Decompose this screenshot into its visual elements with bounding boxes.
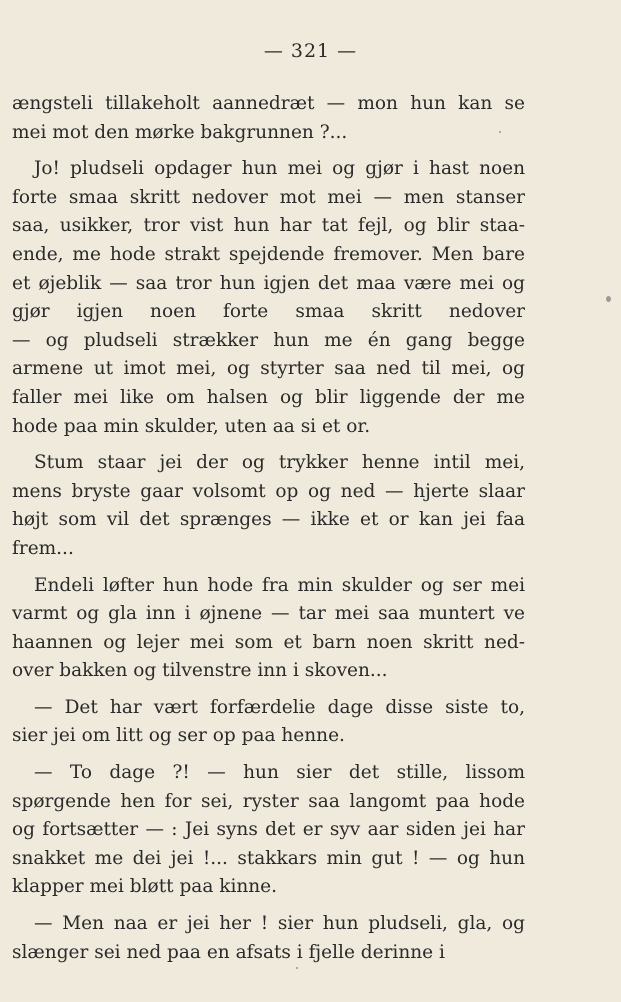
text-line: mei mot den mørke bakgrunnen ?... [12, 121, 348, 143]
body-text [12, 90, 525, 975]
text-line: spørgende hen for sei, ryster saa langomt paa hode [12, 790, 525, 812]
text-line: gjør igjen noen forte smaa skritt nedover [12, 301, 525, 323]
text-line: ængsteli tillakeholt aannedræt — mon hun kan se [12, 93, 525, 114]
text-line: over bakken og tilvenstre inn i skoven... [12, 660, 388, 682]
text-line: forte smaa skritt nedover mot mei — men stanser [12, 186, 525, 208]
paragraph [12, 759, 525, 902]
text-line: — To dage ?! — hun sier det stille, lissom [34, 762, 525, 784]
text-line: — Men naa er jei her ! sier hun pludseli, gla, og [34, 913, 525, 935]
text-line: haannen og lejer mei som et barn noen skritt ned- [12, 631, 525, 653]
paragraph [12, 694, 525, 751]
text-line: slænger sei ned paa en afsats i fjelle derinne i [12, 941, 445, 963]
text-line: Jo! pludseli opdager hun mei og gjør i hast noen [34, 158, 525, 180]
paper-speck [499, 131, 501, 133]
text-line: frem... [12, 537, 74, 559]
paper-speck [296, 967, 298, 969]
text-line: varmt og gla inn i øjnene — tar mei saa muntert ve [12, 603, 525, 625]
text-line: højt som vil det sprænges — ikke et or kan jei faa [12, 509, 525, 531]
text-line: saa, usikker, tror vist hun har tat fejl, og blir staa- [12, 215, 525, 237]
text-line: og fortsætter — : Jei syns det er syv aar siden jei har [12, 819, 525, 841]
text-line: — Det har vært forfærdelie dage disse siste to, [34, 696, 525, 718]
text-line: et øjeblik — saa tror hun igjen det maa være mei og [12, 272, 525, 294]
page-number: — 321 — [263, 40, 358, 62]
text-line: ende, me hode strakt spejdende fremover. Men bare [12, 243, 525, 265]
text-line: mens bryste gaar volsomt op og ned — hjerte slaar [12, 480, 525, 502]
paragraph [12, 572, 525, 686]
text-line: — og pludseli strækker hun me én gang begge [12, 329, 525, 351]
paragraph [12, 910, 525, 967]
paper-speck [606, 296, 611, 302]
text-line: Stum staar jei der og trykker henne intil mei, [34, 452, 525, 474]
text-line: hode paa min skulder, uten aa si et or. [12, 415, 371, 437]
text-line: faller mei like om halsen og blir liggende der me [12, 386, 525, 408]
text-line: armene ut imot mei, og styrter saa ned til mei, og [12, 358, 525, 380]
text-line: klapper mei bløtt paa kinne. [12, 876, 278, 898]
text-line: Endeli løfter hun hode fra min skulder og ser mei [34, 574, 525, 596]
text-line: sier jei om litt og ser op paa henne. [12, 725, 345, 747]
paragraph [12, 449, 525, 563]
paragraph [12, 90, 525, 147]
text-line: snakket me dei jei !... stakkars min gut ! — og hun [12, 847, 525, 869]
paragraph [12, 155, 525, 441]
